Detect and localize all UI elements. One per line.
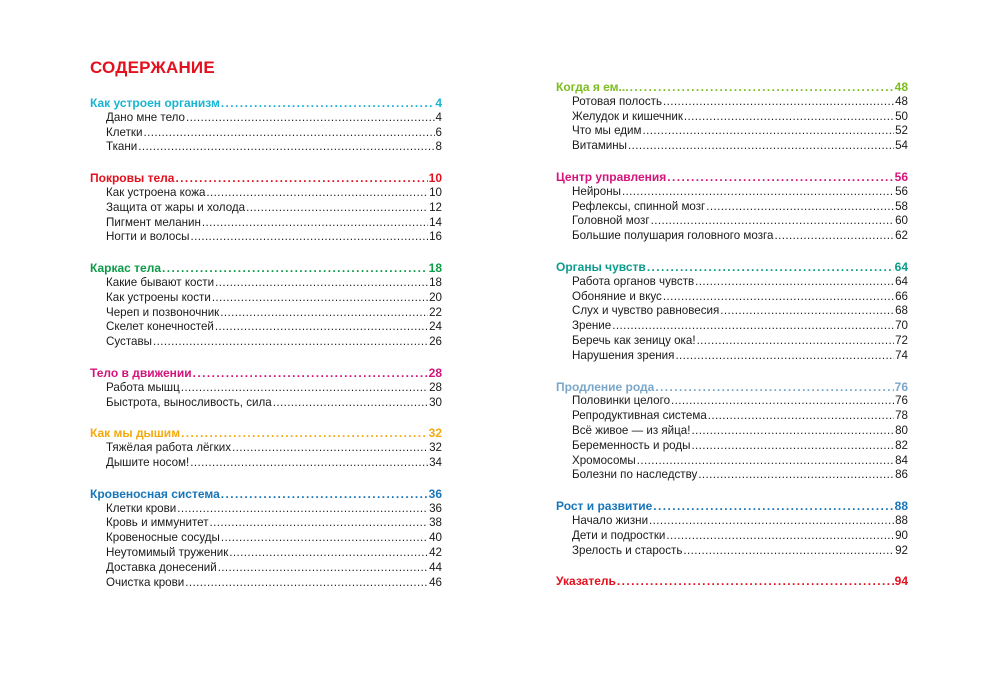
- toc-entry[interactable]: [90, 320, 442, 335]
- toc-entry-page-number: 54: [895, 139, 908, 153]
- toc-entry-label: Защита от жары и холода: [106, 200, 246, 214]
- toc-section: [556, 499, 908, 558]
- toc-entry[interactable]: [556, 439, 908, 454]
- toc-entry-label: Ногти и волосы: [106, 230, 190, 244]
- dot-leader: [186, 111, 435, 126]
- toc-section: [556, 380, 908, 484]
- toc-entry-page-number: 82: [895, 438, 908, 452]
- toc-entry-label: Какие бывают кости: [106, 275, 215, 289]
- toc-section: [556, 80, 908, 154]
- dot-leader: [671, 394, 894, 409]
- toc-entry[interactable]: [556, 95, 908, 110]
- toc-entry-label: Работа мышц: [106, 380, 180, 394]
- toc-entry[interactable]: [90, 186, 442, 201]
- toc-entry-page-number: 32: [429, 441, 442, 455]
- toc-section: [90, 96, 442, 155]
- toc-entry-label: Суставы: [106, 335, 152, 349]
- section-heading[interactable]: [90, 96, 442, 111]
- toc-entry-page-number: 6: [435, 125, 442, 139]
- toc-entry-label: Половинки целого: [572, 394, 671, 408]
- dot-leader: [683, 544, 894, 559]
- toc-entry[interactable]: [556, 200, 908, 215]
- toc-entry-label: Нейроны: [572, 184, 621, 198]
- section-heading-label: Когда я ем...: [556, 80, 629, 94]
- section-heading-page-number: 94: [894, 574, 908, 589]
- toc-entry[interactable]: [556, 544, 908, 559]
- toc-entry[interactable]: [556, 424, 908, 439]
- toc-entry-label: Ротовая полость: [572, 94, 662, 108]
- dot-leader: [153, 335, 428, 350]
- dot-leader: [273, 396, 428, 411]
- section-heading[interactable]: [90, 171, 442, 186]
- toc-entry-label: Желудок и кишечник: [572, 109, 683, 123]
- dot-leader: [675, 349, 894, 364]
- section-heading-page-number: 88: [894, 499, 908, 514]
- toc-entry-page-number: 68: [895, 304, 908, 318]
- toc-entry-label: Очистка крови: [106, 575, 185, 589]
- dot-leader: [647, 260, 894, 275]
- section-heading-page-number: 48: [894, 80, 908, 94]
- section-heading-page-number: 28: [428, 365, 442, 380]
- dot-leader: [143, 126, 434, 141]
- toc-entry-label: Как устроена кожа: [106, 185, 206, 199]
- toc-section: [90, 366, 442, 410]
- toc-entry[interactable]: [90, 531, 442, 546]
- page-title: СОДЕРЖАНИЕ: [90, 58, 215, 77]
- dot-leader: [229, 546, 428, 561]
- toc-entry-page-number: 46: [429, 575, 442, 589]
- dot-leader: [190, 230, 428, 245]
- dot-leader: [697, 334, 895, 349]
- section-heading[interactable]: [90, 487, 442, 502]
- toc-entry[interactable]: [90, 396, 442, 411]
- dot-leader: [617, 574, 894, 589]
- toc-entry-label: Рефлексы, спинной мозг: [572, 199, 706, 213]
- section-heading-label: Как устроен организм: [90, 96, 220, 110]
- section-heading-page-number: 18: [428, 261, 442, 276]
- dot-leader: [691, 439, 894, 454]
- toc-entry-label: Пигмент меланин: [106, 215, 201, 229]
- dot-leader: [181, 426, 428, 441]
- toc-entry-label: Работа органов чувств: [572, 274, 695, 288]
- section-heading[interactable]: [556, 380, 908, 395]
- toc-entry-label: Что мы едим: [572, 124, 642, 138]
- toc-entry[interactable]: [90, 441, 442, 456]
- toc-entry-page-number: 60: [895, 214, 908, 228]
- dot-leader: [720, 304, 894, 319]
- toc-entry-label: Доставка донесений: [106, 560, 217, 574]
- section-heading-label: Рост и развитие: [556, 499, 653, 514]
- toc-section: [90, 261, 442, 350]
- dot-leader: [210, 516, 429, 531]
- toc-entry[interactable]: [556, 124, 908, 139]
- toc-entry-label: Болезни по наследству: [572, 468, 698, 482]
- toc-entry-label: Дано мне тело: [106, 110, 185, 124]
- toc-entry-label: Головной мозг: [572, 214, 650, 228]
- toc-entry[interactable]: [556, 275, 908, 290]
- toc-entry-label: Обоняние и вкус: [572, 289, 662, 303]
- toc-entry[interactable]: [556, 468, 908, 483]
- toc-entry[interactable]: [90, 502, 442, 517]
- toc-entry-label: Слух и чувство равновесия: [572, 304, 720, 318]
- section-heading-label: Центр управления: [556, 169, 667, 184]
- toc-entry-page-number: 20: [429, 290, 442, 304]
- toc-entry-label: Неутомимый труженик: [106, 545, 229, 559]
- dot-leader: [651, 214, 895, 229]
- section-heading[interactable]: [90, 261, 442, 276]
- dot-leader: [663, 290, 894, 305]
- toc-entry[interactable]: [90, 381, 442, 396]
- section-heading[interactable]: [90, 366, 442, 381]
- dot-leader: [206, 186, 428, 201]
- section-heading-label: Тело в движении: [90, 365, 192, 380]
- dot-leader: [162, 261, 428, 276]
- toc-entry-page-number: 26: [429, 335, 442, 349]
- toc-entry-page-number: 80: [895, 423, 908, 437]
- toc-entry-page-number: 12: [429, 200, 442, 214]
- dot-leader: [215, 320, 428, 335]
- toc-entry-page-number: 58: [895, 199, 908, 213]
- toc-entry[interactable]: [90, 140, 442, 155]
- dot-leader: [666, 529, 894, 544]
- toc-entry[interactable]: [556, 304, 908, 319]
- toc-entry-page-number: 90: [895, 528, 908, 542]
- toc-entry-page-number: 18: [429, 275, 442, 289]
- toc-entry-page-number: 48: [895, 94, 908, 108]
- toc-entry[interactable]: [90, 111, 442, 126]
- section-heading-page-number: 4: [435, 96, 442, 110]
- toc-entry-label: Беременность и роды: [572, 438, 691, 452]
- toc-entry-page-number: 28: [429, 380, 442, 394]
- dot-leader: [698, 468, 894, 483]
- toc-entry-page-number: 84: [895, 453, 908, 467]
- dot-leader: [684, 110, 894, 125]
- toc-section: [556, 170, 908, 244]
- toc-entry-page-number: 62: [895, 229, 908, 243]
- toc-entry[interactable]: [556, 334, 908, 349]
- dot-leader: [221, 531, 428, 546]
- dot-leader: [637, 454, 894, 469]
- toc-entry-page-number: 10: [429, 185, 442, 199]
- dot-leader: [177, 502, 428, 517]
- dot-leader: [695, 275, 894, 290]
- toc-entry-label: Ткани: [106, 140, 138, 154]
- toc-entry-page-number: 38: [429, 516, 442, 530]
- toc-entry-label: Дети и подростки: [572, 528, 666, 542]
- toc-entry[interactable]: [90, 201, 442, 216]
- dot-leader: [175, 171, 427, 186]
- dot-leader: [215, 276, 428, 291]
- toc-entry[interactable]: [556, 514, 908, 529]
- dot-leader: [649, 514, 894, 529]
- toc-entry-label: Нарушения зрения: [572, 348, 675, 362]
- toc-entry-label: Череп и позвоночник: [106, 305, 220, 319]
- toc-entry-page-number: 74: [895, 348, 908, 362]
- toc-entry[interactable]: [556, 214, 908, 229]
- toc-entry[interactable]: [90, 576, 442, 591]
- section-heading-page-number: 32: [428, 426, 442, 441]
- toc-right-column: [556, 80, 908, 605]
- section-heading-label: Покровы тела: [90, 171, 175, 186]
- dot-leader: [708, 409, 894, 424]
- dot-leader: [691, 424, 894, 439]
- toc-entry-page-number: 16: [429, 230, 442, 244]
- toc-entry[interactable]: [90, 456, 442, 471]
- toc-entry[interactable]: [556, 409, 908, 424]
- toc-entry-label: Клетки крови: [106, 501, 177, 515]
- dot-leader: [653, 499, 893, 514]
- dot-leader: [655, 380, 893, 395]
- section-heading[interactable]: [556, 170, 908, 185]
- dot-leader: [193, 366, 428, 381]
- section-heading-page-number: 36: [428, 486, 442, 501]
- dot-leader: [232, 441, 428, 456]
- section-heading-page-number: 64: [894, 259, 908, 274]
- toc-entry[interactable]: [556, 110, 908, 125]
- toc-entry-page-number: 92: [895, 543, 908, 557]
- dot-leader: [667, 170, 893, 185]
- dot-leader: [628, 139, 894, 154]
- toc-entry[interactable]: [556, 229, 908, 244]
- dot-leader: [643, 124, 895, 139]
- toc-entry-page-number: 72: [895, 333, 908, 347]
- toc-entry[interactable]: [90, 516, 442, 531]
- toc-entry-page-number: 14: [429, 215, 442, 229]
- dot-leader: [246, 201, 428, 216]
- toc-entry[interactable]: [90, 230, 442, 245]
- dot-leader: [218, 561, 428, 576]
- toc-entry-label: Беречь как зеницу ока!: [572, 333, 696, 347]
- dot-leader: [202, 216, 428, 231]
- toc-entry[interactable]: [556, 139, 908, 154]
- dot-leader: [212, 291, 428, 306]
- toc-entry-page-number: 44: [429, 560, 442, 574]
- toc-entry[interactable]: [90, 546, 442, 561]
- dot-leader: [221, 487, 428, 502]
- toc-entry[interactable]: [556, 185, 908, 200]
- toc-entry[interactable]: [556, 290, 908, 305]
- toc-entry-page-number: 24: [429, 320, 442, 334]
- section-heading-label: Органы чувств: [556, 259, 646, 274]
- toc-entry-page-number: 70: [895, 319, 908, 333]
- toc-entry-page-number: 42: [429, 545, 442, 559]
- section-heading[interactable]: [556, 80, 908, 95]
- toc-section: [90, 487, 442, 591]
- toc-entry-page-number: 76: [895, 394, 908, 408]
- toc-entry-page-number: 30: [429, 395, 442, 409]
- dot-leader: [190, 456, 428, 471]
- section-heading[interactable]: [90, 426, 442, 441]
- toc-left-column: [90, 96, 442, 606]
- toc-section: [90, 426, 442, 470]
- toc-entry-label: Начало жизни: [572, 513, 649, 527]
- toc-entry-page-number: 78: [895, 409, 908, 423]
- toc-entry-page-number: 56: [895, 184, 908, 198]
- toc-entry-page-number: 8: [435, 140, 442, 154]
- toc-entry-page-number: 36: [429, 501, 442, 515]
- toc-entry-label: Витамины: [572, 139, 628, 153]
- toc-entry-label: Клетки: [106, 125, 143, 139]
- toc-entry[interactable]: [90, 291, 442, 306]
- toc-entry-label: Всё живое — из яйца!: [572, 423, 691, 437]
- toc-entry-page-number: 34: [429, 455, 442, 469]
- toc-entry-page-number: 88: [895, 513, 908, 527]
- toc-entry[interactable]: [556, 394, 908, 409]
- toc-entry-label: Кровь и иммунитет: [106, 516, 209, 530]
- dot-leader: [630, 80, 894, 95]
- toc-entry-label: Дышите носом!: [106, 455, 190, 469]
- toc-entry-label: Большие полушария головного мозга: [572, 229, 774, 243]
- toc-entry[interactable]: [556, 349, 908, 364]
- toc-section: [556, 260, 908, 364]
- toc-entry[interactable]: [90, 276, 442, 291]
- toc-entry-label: Хромосомы: [572, 453, 636, 467]
- toc-entry-page-number: 64: [895, 274, 908, 288]
- section-heading-label: Как мы дышим: [90, 426, 181, 441]
- toc-entry[interactable]: [90, 561, 442, 576]
- toc-entry-page-number: 50: [895, 109, 908, 123]
- toc-entry-page-number: 52: [895, 124, 908, 138]
- section-heading-page-number: 76: [894, 379, 908, 394]
- toc-entry-page-number: 40: [429, 531, 442, 545]
- toc-entry[interactable]: [556, 319, 908, 334]
- toc-entry[interactable]: [90, 216, 442, 231]
- section-heading-page-number: 10: [428, 171, 442, 186]
- toc-entry[interactable]: [90, 335, 442, 350]
- section-heading-label: Указатель: [556, 574, 616, 589]
- dot-leader: [185, 576, 428, 591]
- toc-entry-label: Скелет конечностей: [106, 320, 214, 334]
- section-heading-label: Продление рода: [556, 379, 655, 394]
- section-heading[interactable]: [556, 260, 908, 275]
- toc-entry-label: Быстрота, выносливость, сила: [106, 395, 272, 409]
- toc-entry-page-number: 86: [895, 468, 908, 482]
- toc-entry-page-number: 66: [895, 289, 908, 303]
- section-heading-label: Каркас тела: [90, 261, 162, 276]
- toc-entry-label: Зрение: [572, 319, 612, 333]
- dot-leader: [138, 140, 434, 155]
- dot-leader: [612, 319, 894, 334]
- toc-entry[interactable]: [556, 529, 908, 544]
- toc-section: [90, 171, 442, 245]
- toc-entry-label: Тяжёлая работа лёгких: [106, 441, 231, 455]
- toc-entry-label: Репродуктивная система: [572, 409, 707, 423]
- toc-entry[interactable]: [90, 126, 442, 141]
- toc-entry[interactable]: [90, 306, 442, 321]
- dot-leader: [622, 185, 894, 200]
- toc-entry-label: Зрелость и старость: [572, 543, 683, 557]
- toc-entry-label: Как устроены кости: [106, 290, 211, 304]
- toc-section: [556, 574, 908, 589]
- dot-leader: [221, 96, 434, 111]
- toc-entry[interactable]: [556, 454, 908, 469]
- dot-leader: [663, 95, 894, 110]
- toc-entry-page-number: 22: [429, 305, 442, 319]
- section-heading-page-number: 56: [894, 169, 908, 184]
- toc-entry-label: Кровеносные сосуды: [106, 531, 220, 545]
- section-heading[interactable]: [556, 574, 908, 589]
- section-heading-label: Кровеносная система: [90, 486, 220, 501]
- section-heading[interactable]: [556, 499, 908, 514]
- dot-leader: [774, 229, 894, 244]
- dot-leader: [220, 306, 428, 321]
- dot-leader: [706, 200, 894, 215]
- dot-leader: [181, 381, 428, 396]
- toc-entry-page-number: 4: [435, 110, 442, 124]
